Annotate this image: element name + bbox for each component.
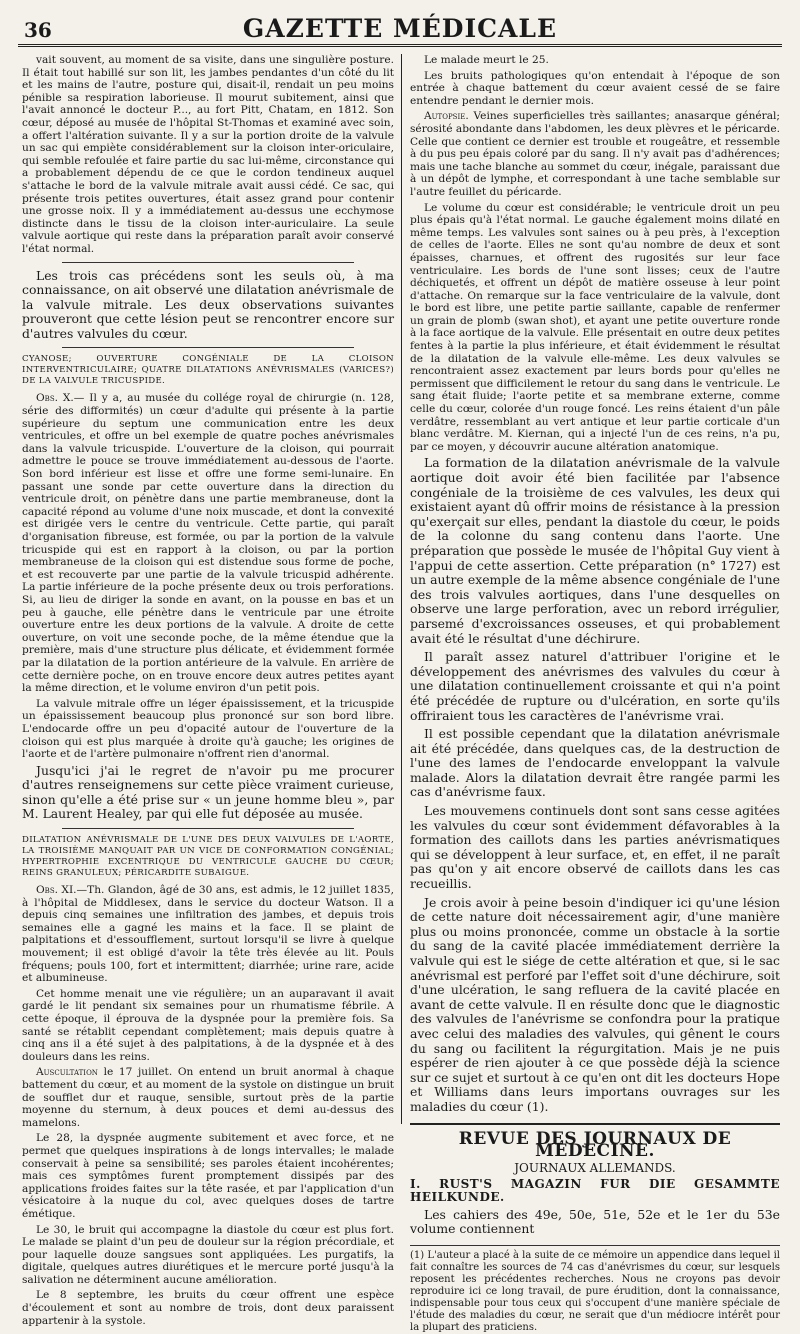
autopsy-paragraph bbox=[410, 110, 780, 198]
auscultation-label: Auscultation bbox=[36, 1066, 98, 1079]
page-header bbox=[18, 8, 782, 47]
observation-xi bbox=[22, 884, 394, 985]
paragraph: Les trois cas précédens sont les seuls où, à ma connaissance, on ait observé une dilatation anévrismale de la valvule mitrale. Les deux observations suivantes prouveront que cette lésion peut se rencontrer encore sur d'autres valvules du cœur. bbox=[22, 267, 394, 341]
paragraph: Le malade meurt le 25. bbox=[424, 54, 549, 66]
case-heading: DILATATION ANÉVRISMALE DE L'UNE DES DEUX VALVULES DE L'AORTE, LA TROISIÈME MANQUAIT PAR UN VICE DE CONFORMATION CONGÉNIAL; HYPERTROPHIE EXCENTRIQUE DU VENTRICULE GAUCHE DU CŒUR; REINS GRANULEUX; PÉRICARDITE SUBAIGUE. bbox=[22, 835, 394, 879]
auscultation-text: le 17 juillet. On entend un bruit anormal à chaque battement du cœur, et au moment de la systole on distingue un bruit de soufflet dur et rauque, sensible, surtout près de la partie moyenne du sternum, à deux pouces et demi au-dessus des mamelons. bbox=[22, 1066, 394, 1129]
paragraph: Je crois avoir à peine besoin d'indiquer ici qu'une lésion de cette nature doit nécessairement agir, d'une manière plus ou moins prononcée, comme un obstacle à la sortie du sang de la cavité placée immédiatement derrière la valvule qui est le siége de cette altération et que, si le sac anévrismal est perforé par l'effet soit d'une déchirure, soit d'une ulcération, le sang refluera de la cavité placée en avant de cette valvule. Il en résulte donc que le diagnostic des valvules de l'anévrisme se confondra pour la pratique avec celui des maladies des valvules, qui gênent le cours du sang ou facilitent la régurgitation. Mais je ne puis espérer de rien ajouter à ce que possède déjà la science sur ce sujet et surtout à ce qu'en ont dit les docteurs Hope et Williams dans leurs importans ouvrages sur les maladies du cœur (1). bbox=[410, 894, 780, 1114]
journal-review-section bbox=[410, 1123, 780, 1237]
paragraph: Les cahiers des 49e, 50e, 51e, 52e et le 1er du 53e volume contiennent bbox=[410, 1206, 780, 1237]
case-heading: CYANOSE; OUVERTURE CONGÉNIALE DE LA CLOISON INTERVENTRICULAIRE; QUATRE DILATATIONS ANÉVRISMALES (VARICES?) DE LA VALVULE TRICUSPIDE. bbox=[22, 354, 394, 387]
section-rule bbox=[62, 828, 354, 829]
paragraph: Le volume du cœur est considérable; le ventricule droit un peu plus épais qu'à l'état normal. Le gauche également moins dilaté en même temps. Les valvules sont saines ou à peu près, à l'exception de celles de l'aorte. Elles ne sont qu'au nombre de deux et sont épaisses, charnues, et offrent des rugosités sur leur face ventriculaire. Les bords de l'une sont lisses; ceux de l'autre déchiquetés, et offrent un dépôt de matière osseuse à leur point d'attache. On remarque sur la face ventriculaire de la valvule, dont le bord est libre, une petite partie saillante, capable de renfermer un grain de plomb (swan shot), et ayant une petite ouverture ronde à la face aortique de la valvule. Elle présentait en outre deux petites fentes à la partie la plus inférieure, et était évidemment le résultat de la dilatation de la valvule elle-même. Les deux valvules se rencontraient assez exactement par leurs bords pour qu'elles ne permissent que difficilement le retour du sang dans le ventricule. Le sang était fluide; l'aorte petite et sa membrane externe, comme celle du cœur, colorée d'un rouge foncé. Les reins étaient d'un pâle verdâtre, ressemblant au vert antique et leur partie corticale d'un blanc verdâtre. M. Kiernan, qui a injecté l'un de ces reins, n'a pu, par ce moyen, y découvrir aucune altération anatomique. bbox=[410, 201, 780, 453]
column-divider bbox=[401, 54, 402, 1124]
paragraph: La formation de la dilatation anévrismale de la valvule aortique doit avoir été bien facilitée par l'absence congéniale de la troisième de ces valvules, les deux qui existaient ayant dû offrir moins de résistance à la pression qu'exerçait sur elles, pendant la diastole du cœur, le poids de la colonne du sang contenu dans l'aorte. Une préparation que possède le musée de l'hôpital Guy vient à l'appui de cette assertion. Cette préparation (n° 1727) est un autre exemple de la même absence congéniale de l'une des trois valvules aortiques, dans l'une desquelles on observe une large perforation, avec un rebord irrégulier, parsemé d'excroissances osseuses, et qui probablement avait été le résultat d'une déchirure. bbox=[410, 455, 780, 646]
journal-title: GAZETTE MÉDICALE bbox=[242, 14, 558, 43]
paragraph: Il est possible cependant que la dilatation anévrismale ait été précédée, dans quelques cas, de la destruction de l'une des lames de l'endocarde enveloppant la valvule malade. Alors la dilatation devrait être rangée parmi les cas d'anévrisme faux. bbox=[410, 726, 780, 800]
observation-label: Obs. XI. bbox=[36, 884, 77, 897]
section-rule bbox=[62, 262, 354, 263]
paragraph: Les mouvemens continuels dont sont sans cesse agitées les valvules du cœur sont évidemment défavorables à la formation des caillots dans les parties anévrismatiques qui se développent à leur surface, et, en effet, il ne paraît pas qu'on y ait encore observé de caillots dans les cas recueillis. bbox=[410, 803, 780, 892]
paragraph: Le 30, le bruit qui accompagne la diastole du cœur est plus fort. Le malade se plaint d'un peu de douleur sur la région précordiale, et pour laquelle douze sangsues sont appliquées. Les purgatifs, la digitale, quelques autres diurétiques et le mercure porté jusqu'à la salivation ne déterminent aucune amélioration. bbox=[22, 1223, 394, 1286]
paragraph: Jusqu'ici j'ai le regret de n'avoir pu me procurer d'autres renseignemens sur cette pièce vraiment curieuse, sinon qu'elle a été prise sur « un jeune homme bleu », par M. Laurent Healey, par qui elle fut déposée au musée. bbox=[22, 762, 394, 822]
observation-x bbox=[22, 392, 394, 694]
paragraph: vait souvent, au moment de sa visite, dans une singulière posture. Il était tout habillé sur son lit, les jambes pendantes d'un côté du lit et les mains de l'autre, posture qui, disait-il, rendait un peu moins pénible sa respiration laborieuse. Il mourut subitement, ainsi que l'avait annoncé le docteur P..., au fort Pitt, Chatam, en 1812. Son cœur, déposé au musée de l'hôpital St-Thomas et examiné avec soin, a offert l'altération suivante. Il y a sur la portion droite de la valvule un sac qui empiète considérablement sur la cloison inter-oriculaire, qui semble refoulée et faire partie du sac lui-même, circonstance qui a probablement dépendu de ce que le cordon tendineux auquel s'attache le bord de la valvule mitrale avait aussi cédé. Ce sac, qui présente trois petites ouvertures, était assez grand pour contenir une grosse noix. Il y a immédiatement au-dessus une ecchymose distincte dans le tissu de la cloison inter-auriculaire. La seule valvule aortique qui reste dans la préparation paraît avoir conservé l'état normal. bbox=[22, 54, 394, 255]
right-column bbox=[410, 54, 780, 1333]
observation-label: Obs. X. bbox=[36, 392, 74, 405]
section-rule bbox=[62, 347, 354, 348]
paragraph: La valvule mitrale offre un léger épaississement, et la tricuspide un épaississement beaucoup plus prononcé sur son bord libre. L'endocarde offre un peu d'opacité autour de l'ouverture de la cloison qui est plus marquée à droite qu'à gauche; les origines de l'aorte et de l'artère pulmonaire n'offrent rien d'anormal. bbox=[22, 697, 394, 761]
paragraph: Le 28, la dyspnée augmente subitement et avec force, et ne permet que quelques inspirations à de longs intervalles; le malade conservait à peine sa sensibilité; ses paroles étaient incohérentes; mais ces symptômes furent promptement dissipés par des applications froides faites sur la tête rasée, et par l'application d'un vésicatoire à la nuque du col, avec quelques doses de tartre émétique. bbox=[22, 1132, 394, 1220]
footnote: (1) L'auteur a placé à la suite de ce mémoire un appendice dans lequel il fait connaître les sources de 74 cas d'anévrismes du cœur, sur lesquels reposent les précédentes recherches. Nous ne croyons pas devoir reproduire ici ce long travail, de pure érudition, dont la connaissance, indispensable pour tous ceux qui s'occupent d'une manière spéciale de l'étude des maladies du cœur, ne serait que d'un médiocre intérêt pour la plupart des praticiens. bbox=[410, 1245, 780, 1334]
auscultation-paragraph bbox=[22, 1066, 394, 1129]
autopsy-text: Veines superficielles très saillantes; anasarque général; sérosité abondante dans l'abdomen, les deux plèvres et le péricarde. Celle que contient ce dernier est trouble et rougeâtre, et ressemble à du pus peu épais coloré par du sang. Il n'y avait pas d'adhérences; mais une tache blanche au sommet du cœur, inégale, paraissant due à un dépôt de lymphe, et correspondant à une tache semblable sur l'autre feuillet du péricarde. bbox=[410, 110, 780, 198]
review-item-heading: I. RUST'S MAGAZIN FUR DIE GESAMMTE HEILKUNDE. bbox=[410, 1177, 780, 1204]
page-number: 36 bbox=[24, 18, 52, 42]
left-column bbox=[22, 54, 394, 1327]
paragraph: Les bruits pathologiques qu'on entendait à l'époque de son entrée à chaque battement du cœur avaient cessé de se faire entendre pendant le dernier mois. bbox=[410, 69, 780, 107]
paragraph: Cet homme menait une vie régulière; un an auparavant il avait gardé le lit pendant six semaines pour un rhumatisme fébrile. A cette époque, il éprouva de la dyspnée pour la première fois. Sa santé se rétablit cependant complètement; mais depuis quatre à cinq ans il a été sujet à des palpitations, à de la dyspnée et à des douleurs dans les reins. bbox=[22, 987, 394, 1063]
review-subtitle: JOURNAUX ALLEMANDS. bbox=[514, 1160, 676, 1175]
autopsy-label: Autopsie. bbox=[424, 110, 469, 123]
observation-text: —Th. Glandon, âgé de 30 ans, est admis, le 12 juillet 1835, à l'hôpital de Middlesex, dans le service du docteur Watson. Il a depuis cinq semaines une infiltration des jambes, et depuis trois semaines elle a gagné les mains et la face. Il se plaint de palpitations et d'essoufflement, surtout lorsqu'il se livre à quelque mouvement; il est obligé d'avoir la tête très élevée au lit. Pouls fréquens; pouls 100, fort et intermittent; diarrhée; urine rare, acide et albumineuse. bbox=[22, 884, 394, 985]
paragraph: Le 8 septembre, les bruits du cœur offrent une espèce d'écoulement et sont au nombre de trois, dont deux paraissent appartenir à la systole. bbox=[22, 1289, 394, 1327]
paragraph: Il paraît assez naturel d'attribuer l'origine et le développement des anévrismes des valvules du cœur à une dilatation continuellement croissante et qui n'a point été précédée de rupture ou d'ulcération, en sorte qu'ils offriraient tous les caractères de l'anévrisme vrai. bbox=[410, 649, 780, 723]
review-title: REVUE DES JOURNAUX DE MÉDECINE. bbox=[458, 1128, 732, 1162]
observation-text: — Il y a, au musée du collége royal de chirurgie (n. 128, série des difformités) un cœur d'adulte qui présente à la partie supérieure du septum une communication entre les deux ventricules, et offre un bel exemple de quatre poches anévrismales dans la valvule tricuspide. L'ouverture de la cloison, qui pourrait admettre le pouce se trouve immédiatement au-dessous de l'aorte. Son bord inférieur est lisse et offre une forme semi-lunaire. En passant une sonde par cette ouverture dans la direction du ventricule droit, on pénètre dans une partie membraneuse, dont la capacité répond au volume d'une noix muscade, et dont la convexité est dirigée vers le centre du ventricule. Cette partie, qui paraît d'organisation fibreuse, est formée, ou par la portion de la valvule tricuspide qui est en rapport à la cloison, ou par la portion membraneuse de la cloison qui est distendue sous forme de poche, et est recouverte par une partie de la valvule tricuspid adhérente. La partie inférieure de la poche présente deux ou trois perforations. Si, au lieu de diriger la sonde en avant, on la pousse en bas et un peu à gauche, elle pénètre dans le ventricule par une étroite ouverture entre les deux portions de la valvule. A droite de cette ouverture, on voit une seconde poche, de la même étendue que la première, mais d'une structure plus délicate, et évidemment formée par la dilatation de la portion antérieure de la valvule. En arrière de cette dernière poche, on en trouve encore deux autres petites ayant la même direction, et le volume environ d'un petit pois. bbox=[22, 392, 394, 695]
